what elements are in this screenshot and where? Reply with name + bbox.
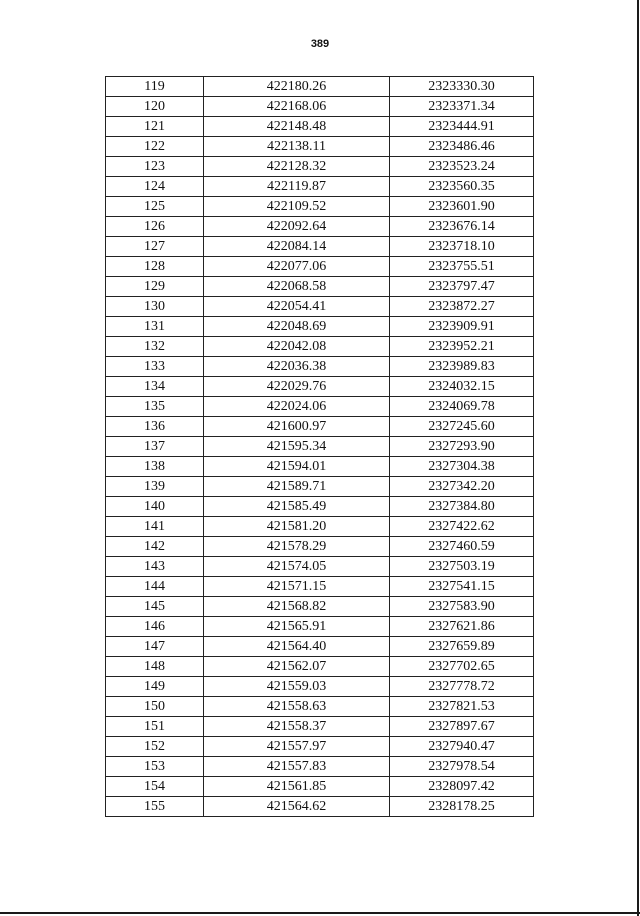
x-coordinate-cell: 421561.85 <box>204 777 390 797</box>
point-number-cell: 154 <box>106 777 204 797</box>
point-number-cell: 121 <box>106 117 204 137</box>
x-coordinate-cell: 422168.06 <box>204 97 390 117</box>
x-coordinate-cell: 422024.06 <box>204 397 390 417</box>
point-number-cell: 141 <box>106 517 204 537</box>
point-number-cell: 122 <box>106 137 204 157</box>
y-coordinate-cell: 2327293.90 <box>390 437 534 457</box>
table-row <box>106 217 534 237</box>
y-coordinate-cell: 2324069.78 <box>390 397 534 417</box>
table-row <box>106 797 534 817</box>
y-coordinate-cell: 2327621.86 <box>390 617 534 637</box>
y-coordinate-cell: 2323952.21 <box>390 337 534 357</box>
table-row <box>106 117 534 137</box>
page-border-right <box>637 0 639 916</box>
table-row <box>106 577 534 597</box>
y-coordinate-cell: 2323676.14 <box>390 217 534 237</box>
table-row <box>106 77 534 97</box>
x-coordinate-cell: 422084.14 <box>204 237 390 257</box>
y-coordinate-cell: 2327978.54 <box>390 757 534 777</box>
y-coordinate-cell: 2323371.34 <box>390 97 534 117</box>
point-number-cell: 147 <box>106 637 204 657</box>
y-coordinate-cell: 2327503.19 <box>390 557 534 577</box>
x-coordinate-cell: 422048.69 <box>204 317 390 337</box>
table-row <box>106 477 534 497</box>
x-coordinate-cell: 421578.29 <box>204 537 390 557</box>
point-number-cell: 133 <box>106 357 204 377</box>
point-number-cell: 123 <box>106 157 204 177</box>
table-row <box>106 517 534 537</box>
y-coordinate-cell: 2323444.91 <box>390 117 534 137</box>
x-coordinate-cell: 421562.07 <box>204 657 390 677</box>
y-coordinate-cell: 2327245.60 <box>390 417 534 437</box>
y-coordinate-cell: 2323523.24 <box>390 157 534 177</box>
x-coordinate-cell: 422148.48 <box>204 117 390 137</box>
y-coordinate-cell: 2327940.47 <box>390 737 534 757</box>
coordinates-table <box>105 76 534 817</box>
point-number-cell: 143 <box>106 557 204 577</box>
y-coordinate-cell: 2327541.15 <box>390 577 534 597</box>
y-coordinate-cell: 2328097.42 <box>390 777 534 797</box>
x-coordinate-cell: 421568.82 <box>204 597 390 617</box>
y-coordinate-cell: 2323330.30 <box>390 77 534 97</box>
x-coordinate-cell: 421585.49 <box>204 497 390 517</box>
table-row <box>106 277 534 297</box>
point-number-cell: 129 <box>106 277 204 297</box>
y-coordinate-cell: 2323797.47 <box>390 277 534 297</box>
x-coordinate-cell: 422119.87 <box>204 177 390 197</box>
table-row <box>106 337 534 357</box>
y-coordinate-cell: 2327460.59 <box>390 537 534 557</box>
point-number-cell: 144 <box>106 577 204 597</box>
y-coordinate-cell: 2327342.20 <box>390 477 534 497</box>
x-coordinate-cell: 422077.06 <box>204 257 390 277</box>
point-number-cell: 149 <box>106 677 204 697</box>
table-row <box>106 137 534 157</box>
x-coordinate-cell: 421564.62 <box>204 797 390 817</box>
y-coordinate-cell: 2323909.91 <box>390 317 534 337</box>
x-coordinate-cell: 421574.05 <box>204 557 390 577</box>
y-coordinate-cell: 2327422.62 <box>390 517 534 537</box>
coordinates-table-body <box>106 77 534 817</box>
point-number-cell: 128 <box>106 257 204 277</box>
table-row <box>106 777 534 797</box>
page-border-bottom <box>0 912 640 914</box>
table-row <box>106 717 534 737</box>
point-number-cell: 131 <box>106 317 204 337</box>
y-coordinate-cell: 2327821.53 <box>390 697 534 717</box>
table-row <box>106 257 534 277</box>
x-coordinate-cell: 421595.34 <box>204 437 390 457</box>
x-coordinate-cell: 421557.83 <box>204 757 390 777</box>
table-row <box>106 357 534 377</box>
table-row <box>106 557 534 577</box>
table-row <box>106 437 534 457</box>
x-coordinate-cell: 421581.20 <box>204 517 390 537</box>
table-row <box>106 97 534 117</box>
table-row <box>106 697 534 717</box>
y-coordinate-cell: 2328178.25 <box>390 797 534 817</box>
point-number-cell: 146 <box>106 617 204 637</box>
table-row <box>106 457 534 477</box>
table-row <box>106 497 534 517</box>
y-coordinate-cell: 2327304.38 <box>390 457 534 477</box>
point-number-cell: 136 <box>106 417 204 437</box>
point-number-cell: 134 <box>106 377 204 397</box>
y-coordinate-cell: 2324032.15 <box>390 377 534 397</box>
x-coordinate-cell: 422128.32 <box>204 157 390 177</box>
table-row <box>106 237 534 257</box>
x-coordinate-cell: 422042.08 <box>204 337 390 357</box>
table-row <box>106 377 534 397</box>
point-number-cell: 155 <box>106 797 204 817</box>
y-coordinate-cell: 2327659.89 <box>390 637 534 657</box>
x-coordinate-cell: 422092.64 <box>204 217 390 237</box>
y-coordinate-cell: 2327778.72 <box>390 677 534 697</box>
point-number-cell: 130 <box>106 297 204 317</box>
x-coordinate-cell: 421594.01 <box>204 457 390 477</box>
table-row <box>106 397 534 417</box>
point-number-cell: 137 <box>106 437 204 457</box>
table-row <box>106 597 534 617</box>
x-coordinate-cell: 422036.38 <box>204 357 390 377</box>
table-row <box>106 317 534 337</box>
point-number-cell: 142 <box>106 537 204 557</box>
y-coordinate-cell: 2327384.80 <box>390 497 534 517</box>
table-row <box>106 417 534 437</box>
x-coordinate-cell: 422138.11 <box>204 137 390 157</box>
table-row <box>106 677 534 697</box>
table-row <box>106 197 534 217</box>
x-coordinate-cell: 422180.26 <box>204 77 390 97</box>
x-coordinate-cell: 421557.97 <box>204 737 390 757</box>
x-coordinate-cell: 421589.71 <box>204 477 390 497</box>
table-row <box>106 617 534 637</box>
x-coordinate-cell: 421571.15 <box>204 577 390 597</box>
point-number-cell: 145 <box>106 597 204 617</box>
point-number-cell: 151 <box>106 717 204 737</box>
point-number-cell: 127 <box>106 237 204 257</box>
page-number: 389 <box>310 38 330 50</box>
point-number-cell: 139 <box>106 477 204 497</box>
table-row <box>106 177 534 197</box>
point-number-cell: 152 <box>106 737 204 757</box>
point-number-cell: 120 <box>106 97 204 117</box>
y-coordinate-cell: 2323560.35 <box>390 177 534 197</box>
x-coordinate-cell: 422068.58 <box>204 277 390 297</box>
table-row <box>106 537 534 557</box>
point-number-cell: 150 <box>106 697 204 717</box>
x-coordinate-cell: 421559.03 <box>204 677 390 697</box>
point-number-cell: 138 <box>106 457 204 477</box>
y-coordinate-cell: 2323755.51 <box>390 257 534 277</box>
x-coordinate-cell: 422054.41 <box>204 297 390 317</box>
point-number-cell: 119 <box>106 77 204 97</box>
y-coordinate-cell: 2323989.83 <box>390 357 534 377</box>
table-row <box>106 637 534 657</box>
point-number-cell: 153 <box>106 757 204 777</box>
point-number-cell: 132 <box>106 337 204 357</box>
point-number-cell: 126 <box>106 217 204 237</box>
point-number-cell: 140 <box>106 497 204 517</box>
y-coordinate-cell: 2327897.67 <box>390 717 534 737</box>
table-row <box>106 657 534 677</box>
y-coordinate-cell: 2323718.10 <box>390 237 534 257</box>
point-number-cell: 124 <box>106 177 204 197</box>
x-coordinate-cell: 421600.97 <box>204 417 390 437</box>
table-row <box>106 157 534 177</box>
x-coordinate-cell: 421564.40 <box>204 637 390 657</box>
table-row <box>106 757 534 777</box>
x-coordinate-cell: 422109.52 <box>204 197 390 217</box>
y-coordinate-cell: 2327583.90 <box>390 597 534 617</box>
x-coordinate-cell: 422029.76 <box>204 377 390 397</box>
table-row <box>106 297 534 317</box>
point-number-cell: 135 <box>106 397 204 417</box>
x-coordinate-cell: 421558.37 <box>204 717 390 737</box>
y-coordinate-cell: 2323486.46 <box>390 137 534 157</box>
point-number-cell: 125 <box>106 197 204 217</box>
y-coordinate-cell: 2327702.65 <box>390 657 534 677</box>
y-coordinate-cell: 2323601.90 <box>390 197 534 217</box>
x-coordinate-cell: 421558.63 <box>204 697 390 717</box>
point-number-cell: 148 <box>106 657 204 677</box>
table-row <box>106 737 534 757</box>
x-coordinate-cell: 421565.91 <box>204 617 390 637</box>
y-coordinate-cell: 2323872.27 <box>390 297 534 317</box>
